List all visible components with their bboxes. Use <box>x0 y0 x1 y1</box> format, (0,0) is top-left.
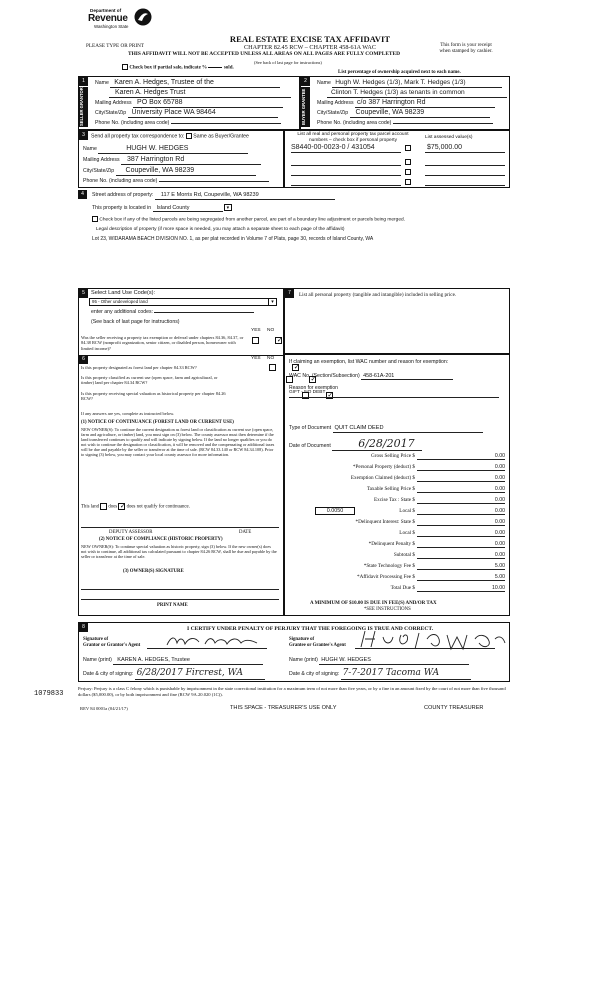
parcel-1-personal-checkbox[interactable] <box>405 145 411 151</box>
continuance-title: (1) NOTICE OF CONTINUANCE (FOREST LAND OR CURRENT USE) <box>81 420 234 425</box>
calc-value[interactable]: 0.00 <box>417 475 505 482</box>
calc-value[interactable]: 5.00 <box>417 574 505 581</box>
does-not-label: does not <box>126 504 143 510</box>
compliance-title: (2) NOTICE OF COMPLIANCE (HISTORIC PROPERTY) <box>99 537 223 542</box>
q-nonprofit-yes[interactable] <box>252 337 259 344</box>
wac-field[interactable]: 458-61A-201 <box>361 373 453 380</box>
certify-section <box>78 622 510 682</box>
calc-row <box>285 464 511 473</box>
grantor-date-row <box>83 668 265 680</box>
q-nonprofit-no[interactable] <box>275 337 282 344</box>
parcel-4-field[interactable] <box>291 179 401 186</box>
same-as-buyer-checkbox[interactable] <box>186 133 192 139</box>
calc-value[interactable]: 0.00 <box>417 486 505 493</box>
doc-type-label: Type of Document <box>289 425 332 431</box>
corr-name-row <box>83 145 248 154</box>
calc-label: Excise Tax : State $ <box>373 497 415 503</box>
grantor-date-label: Date & city of signing: <box>83 671 134 677</box>
continuance-row <box>81 503 190 510</box>
no-header-2: NO <box>267 356 275 361</box>
seller-mailing-label: Mailing Address <box>95 100 132 106</box>
buyer-name-field[interactable]: Hugh W. Hedges (1/3), Mark T. Hedges (1/3) <box>332 79 502 88</box>
seller-city-label: City/State/Zip <box>95 110 127 116</box>
calc-label: Subtotal $ <box>393 552 415 558</box>
q-current-use: Is this property classified as current use (open space, farm and agricultural, or timber) land per chapter 84.34 RCW? <box>81 375 218 386</box>
owner-sig-line-2[interactable] <box>81 599 279 600</box>
deputy-sig-line[interactable] <box>81 527 279 528</box>
calc-row <box>285 519 511 528</box>
doc-type-row <box>289 425 483 433</box>
land-use-selected: 95 - Other undeveloped land <box>92 299 148 304</box>
receipt-note-1: This form is your receipt <box>440 42 492 48</box>
deputy-label: DEPUTY ASSESSOR <box>109 530 153 535</box>
please-type: PLEASE TYPE OR PRINT <box>86 43 144 49</box>
partial-sale-row <box>122 64 234 71</box>
section-2-badge: 2 <box>301 77 310 86</box>
dor-logo <box>86 6 156 32</box>
parcel-1-field[interactable]: S8440-00-0023-0 / 431054 <box>291 144 401 153</box>
parcel-3-field[interactable] <box>291 169 401 176</box>
assessed-2-field[interactable] <box>425 159 505 166</box>
grantee-date-field[interactable]: 7-7-2017 Tacoma WA <box>341 668 471 680</box>
section-6-badge: 6 <box>79 355 88 364</box>
buyer-name-label: Name <box>317 80 331 86</box>
street-field[interactable]: 117 E Morris Rd, Coupeville, WA 98239 <box>155 192 335 200</box>
seller-name-field[interactable]: Karen A. Hedges, Trustee of the <box>110 79 280 88</box>
dor-emblem-icon <box>134 8 152 26</box>
section-8-badge: 8 <box>79 623 88 632</box>
street-label: Street address of property: <box>92 192 154 198</box>
corr-name-label: Name <box>83 146 97 152</box>
grantor-date-field[interactable]: 6/28/2017 Fircrest, WA <box>135 668 265 680</box>
corr-mailing-row <box>83 156 261 165</box>
land-use-section <box>78 288 284 616</box>
corr-phone-field[interactable] <box>159 181 269 182</box>
partial-sale-checkbox[interactable] <box>122 64 128 70</box>
calc-value[interactable]: 0.00 <box>417 541 505 548</box>
see-back-note: (See back of last page for instructions) <box>254 60 322 65</box>
land-use-see-back: (See back of last page for instructions) <box>91 319 180 325</box>
stamp-number: 1079833 <box>34 690 64 698</box>
buyer-phone-field[interactable] <box>393 123 493 124</box>
additional-codes-row <box>91 309 254 315</box>
receipt-note <box>424 42 508 54</box>
legal-label: Legal description of property (if more space is needed, you may attach a separate sheet to each page of the affidavit) <box>96 227 345 232</box>
additional-codes-field[interactable] <box>154 312 254 313</box>
corr-phone-label: Phone No. (including area code) <box>83 178 158 184</box>
perjury-note: Perjury: Perjury is a class C felony which is punishable by imprisonment in the state correctional institution for a maximum term of not more than five years, or by a fine in an amount fixed by the court of not more than five thousand dollars ($5,000.00), or by both imprisonment and fine (RCW 9A.20.020 (1C)). <box>78 686 506 697</box>
parcel-2-field[interactable] <box>291 159 401 166</box>
legal-description[interactable]: Lot 23, WIDARAMA BEACH DIVISION NO. 1, as per plat recorded in Volume 7 of Plats, page 30, records of Island County, WA <box>92 236 374 242</box>
buyer-phone-row <box>317 120 493 127</box>
q-forest-yes[interactable] <box>269 364 276 371</box>
correspondence-section <box>78 130 284 188</box>
corr-city-label: City/State/Zip <box>83 168 115 174</box>
parcel-2-personal-checkbox[interactable] <box>405 159 411 165</box>
calc-value[interactable]: 5.00 <box>417 563 505 570</box>
calc-row <box>285 585 511 594</box>
grantee-name-field[interactable]: HUGH W. HEDGES <box>319 657 469 665</box>
corr-city-row <box>83 167 256 176</box>
county-treasurer: COUNTY TREASURER <box>424 705 484 711</box>
corr-mailing-label: Mailing Address <box>83 157 120 163</box>
seller-phone-row <box>95 120 281 127</box>
calc-value[interactable]: 0.00 <box>417 464 505 471</box>
calc-label: Local $ <box>399 530 415 536</box>
partial-sale-label: Check box if partial sale, indicate % <box>129 65 208 71</box>
reason-field[interactable]: GIFT - NO DEBT <box>289 390 326 395</box>
segregated-row <box>92 216 405 223</box>
assessed-header: List assessed value(s) <box>425 135 473 140</box>
buyer-name-row-2 <box>327 89 507 98</box>
correspondence-label: Send all property tax correspondence to: <box>91 133 185 140</box>
calc-value[interactable]: 10.00 <box>417 585 505 592</box>
seller-city-row <box>95 109 278 118</box>
correspondence-header <box>91 133 249 140</box>
does-not-checkbox[interactable] <box>118 503 125 510</box>
doc-date-field[interactable]: 6/28/2017 <box>332 437 422 451</box>
q-historic: Is this property receiving special valuation as historical property per chapter 84.26 RCW? <box>81 391 226 402</box>
calc-row <box>285 563 511 572</box>
partial-sale-pct-field[interactable] <box>208 67 222 68</box>
assessed-1-field[interactable]: $75,000.00 <box>425 144 505 153</box>
grantee-sig-label-1: Signature of <box>289 637 315 642</box>
section-3-badge: 3 <box>79 131 88 140</box>
buyer-city-field[interactable]: Coupeville, WA 98239 <box>350 109 490 118</box>
does-checkbox[interactable] <box>100 503 107 510</box>
form-title: REAL ESTATE EXCISE TAX AFFIDAVIT <box>229 34 391 44</box>
owner-sig-label: (3) OWNER(S) SIGNATURE <box>123 569 184 574</box>
seller-name-label: Name <box>95 80 109 86</box>
calc-row <box>285 541 511 550</box>
calc-row <box>285 497 511 506</box>
seller-name-row-2 <box>109 89 291 98</box>
grantee-sig-label-2: Grantee or Grantee's Agent <box>289 642 346 648</box>
calc-value[interactable]: 0.00 <box>417 453 505 460</box>
print-name-label: PRINT NAME <box>157 603 188 608</box>
sold-label: sold. <box>223 65 234 71</box>
doc-date-label: Date of Document <box>289 443 331 449</box>
land-use-dropdown-icon[interactable]: ▾ <box>268 299 276 306</box>
reason-label: Reason for exemption <box>289 385 338 391</box>
if-yes-note: If any answers are yes, complete as instructed below. <box>81 411 175 416</box>
county-select[interactable]: Island County <box>153 205 223 212</box>
wac-row <box>289 373 453 380</box>
grantor-sig-label-1: Signature of <box>83 637 109 642</box>
certify-statement: I CERTIFY UNDER PENALTY OF PERJURY THAT THE FOREGOING IS TRUE AND CORRECT. <box>187 626 434 632</box>
calc-label: *Delinquent Penalty $ <box>368 541 415 547</box>
segregated-checkbox[interactable] <box>92 216 98 222</box>
receipt-note-2: when stamped by cashier. <box>439 48 493 55</box>
grantee-date-label: Date & city of signing: <box>289 671 340 677</box>
seller-phone-label: Phone No. (including area code) <box>95 120 170 126</box>
parcel-4-personal-checkbox[interactable] <box>405 179 411 185</box>
section-1-badge: 1 <box>79 77 88 86</box>
calc-row <box>285 486 511 495</box>
deputy-date-label: DATE <box>239 530 252 535</box>
see-instructions: *SEE INSTRUCTIONS <box>364 607 411 612</box>
reason-line <box>289 397 499 398</box>
parcels-header-2: numbers – check box if personal property <box>309 137 397 143</box>
form-chapter: CHAPTER 82.45 RCW – CHAPTER 458-61A WAC <box>244 44 376 52</box>
calc-label: Total Due $ <box>390 585 415 591</box>
no-header-1: NO <box>267 328 275 333</box>
land-use-select[interactable] <box>89 298 277 306</box>
calc-label: *State Technology Fee $ <box>363 563 415 569</box>
section-5-badge: 5 <box>79 289 88 298</box>
calc-row <box>285 552 511 561</box>
calc-label: Exemption Claimed (deduct) $ <box>350 475 415 481</box>
calc-label: *Delinquent Interest: State $ <box>355 519 415 525</box>
rev-number: REV 84 0001a (04/21/17) <box>80 706 128 711</box>
page-title <box>190 34 430 52</box>
parcel-3-personal-checkbox[interactable] <box>405 169 411 175</box>
owner-sig-line[interactable] <box>81 589 279 590</box>
assessed-4-field[interactable] <box>425 179 505 186</box>
continuance-text: NEW OWNER(S): To continue the current designation as forest land or classification as current use (open space, farm and agriculture, or timber) land, you must sign on (3) below. The county assessor must then determine if the land transferred continues to qualify and will indicate by signing below. If the land no longer qualifies or you do not wish to continue the designation or classification, it will be removed and the compensating or additional taxes will be due and payable by the seller or transferor at the time of sale. (RCW 84.33.140 or RCW 84.34.108). Prior to signing (3) below, you may contact your local county assessor for more information. <box>81 427 275 457</box>
calc-row <box>285 574 511 583</box>
grantor-name-label: Name (print) <box>83 657 112 663</box>
grantee-signature-mark <box>357 629 507 651</box>
calc-row <box>285 475 511 484</box>
doc-type-field[interactable]: QUIT CLAIM DEED <box>333 425 483 433</box>
doc-date-row <box>289 437 422 451</box>
buyer-name-row <box>317 79 502 88</box>
corr-mailing-field[interactable]: 387 Harrington Rd <box>121 156 261 165</box>
seller-section <box>78 76 300 130</box>
additional-codes-label: enter any additional codes: <box>91 309 154 315</box>
grantee-date-row <box>289 668 471 680</box>
grantee-name-row <box>289 657 469 665</box>
seller-mailing-row <box>95 99 283 108</box>
local-label: Local $ <box>399 508 415 514</box>
calc-label: *Personal Property (deduct) $ <box>352 464 415 470</box>
yes-header-2: YES <box>251 356 261 361</box>
parcels-header-1: List all real and personal property tax parcel account <box>297 132 409 137</box>
wac-label: WAC No. (Section/Subsection) <box>289 373 360 379</box>
calc-label: *Affidavit Processing Fee $ <box>357 574 415 580</box>
parcels-section <box>284 130 510 188</box>
corr-name-field[interactable]: HUGH W. HEDGES <box>98 145 248 154</box>
personal-property-label: List all personal property (tangible and intangible) included in selling price. <box>299 292 457 298</box>
segregated-label: Check box if any of the listed parcels are being segregated from another parcel, are part of a boundary line adjustment or parcels being merged. <box>99 217 405 223</box>
qualify-label: qualify for continuance. <box>143 504 190 510</box>
county-row <box>92 204 232 212</box>
seller-city-field[interactable]: University Place WA 98464 <box>128 109 278 118</box>
seller-name-row <box>95 79 280 88</box>
grantor-name-row <box>83 657 263 665</box>
same-as-buyer-label: Same as Buyer/Grantee <box>193 133 249 140</box>
property-section <box>78 190 510 248</box>
q-forest: Is this property designated as forest land per chapter 84.33 RCW? <box>81 365 197 370</box>
county-dropdown-icon[interactable]: ▾ <box>224 204 232 211</box>
calc-local-row <box>285 508 511 517</box>
buyer-grantee-label: BUYER GRANTEE <box>301 87 310 127</box>
form-warning: THIS AFFIDAVIT WILL NOT BE ACCEPTED UNLESS ALL AREAS ON ALL PAGES ARE FULLY COMPLETED <box>128 51 401 57</box>
buyer-city-label: City/State/Zip <box>317 110 349 116</box>
calc-label: Taxable Selling Price $ <box>366 486 415 492</box>
calc-value[interactable]: 0.00 <box>417 530 505 537</box>
parcels-header <box>287 132 419 144</box>
grantor-sig-label-2: Grantor or Grantor's Agent <box>83 642 141 648</box>
grantee-name-label: Name (print) <box>289 657 318 663</box>
buyer-section <box>300 76 510 130</box>
buyer-city-row <box>317 109 490 118</box>
buyer-mailing-row <box>317 99 495 108</box>
grantee-signature[interactable] <box>355 637 495 649</box>
exemption-section <box>284 354 510 616</box>
grantor-sig-label <box>83 637 140 649</box>
calc-row <box>285 453 511 462</box>
section-4-badge: 4 <box>78 190 87 199</box>
local-rate-field[interactable]: 0.0050 <box>315 507 355 515</box>
grantor-signature-mark <box>165 634 275 648</box>
seller-phone-field[interactable] <box>171 123 281 124</box>
seller-mailing-field[interactable]: PO Box 65788 <box>133 99 283 108</box>
calc-row <box>285 530 511 539</box>
personal-property-section <box>284 288 510 354</box>
street-row <box>92 192 335 200</box>
compliance-text: NEW OWNER(S): To continue special valuation as historic property, sign (3) below. If the new owner(s) does not wish to continue, all additional tax calculated pursuant to chapter 84.26 RCW, shall be due and payable by the seller or transferor at the time of sale. <box>81 544 277 560</box>
corr-city-field[interactable]: Coupeville, WA 98239 <box>116 167 256 176</box>
buyer-mailing-label: Mailing Address <box>317 100 354 106</box>
seller-name-field-2[interactable]: Karen A. Hedges Trust <box>109 89 291 98</box>
land-use-label: Select Land Use Code(s): <box>91 290 156 296</box>
grantor-name-field[interactable]: KAREN A. HEDGES, Trustee <box>113 657 263 665</box>
grantee-sig-label <box>289 637 346 649</box>
grantor-signature[interactable] <box>147 637 267 649</box>
corr-phone-row <box>83 178 269 185</box>
buyer-mailing-field[interactable]: c/o 387 Harrington Rd <box>355 99 495 108</box>
calc-value[interactable]: 0.00 <box>417 497 505 504</box>
calc-label: Gross Selling Price $ <box>371 453 415 459</box>
local-value[interactable]: 0.00 <box>417 508 505 515</box>
calc-value[interactable]: 0.00 <box>417 552 505 559</box>
dept-state: Washington State <box>94 24 129 29</box>
exemption-label: If claiming an exemption, list WAC number and reason for exemption: <box>289 359 449 365</box>
q-nonprofit: Was the seller receiving a property tax exemption or deferral under chapters 84.36, 84.37, or 84.38 RCW (nonprofit organization, senior citizen, or disabled person, homeowner with limited income)? <box>81 335 244 351</box>
seller-grantor-label: SELLER GRANTOR <box>79 87 88 127</box>
assessed-3-field[interactable] <box>425 169 505 176</box>
buyer-phone-label: Phone No. (including area code) <box>317 120 392 126</box>
section-7-badge: 7 <box>285 289 294 298</box>
minimum-note: A MINIMUM OF $10.00 IS DUE IN FEE(S) AND/OR TAX <box>310 601 437 606</box>
this-land-label: This land <box>81 504 99 510</box>
dept-revenue: Revenue <box>88 13 128 24</box>
located-label: This property is located in <box>92 205 152 211</box>
yes-header-1: YES <box>251 328 261 333</box>
buyer-name-field-2[interactable]: Clinton T. Hedges (1/3) as tenants in common <box>327 89 507 98</box>
does-label: does <box>108 504 118 510</box>
calc-value[interactable]: 0.00 <box>417 519 505 526</box>
list-pct-note: List percentage of ownership acquired next to each name. <box>338 70 461 75</box>
treasurer-only: THIS SPACE - TREASURER'S USE ONLY <box>230 705 337 711</box>
dept-of: Department of <box>90 8 122 13</box>
